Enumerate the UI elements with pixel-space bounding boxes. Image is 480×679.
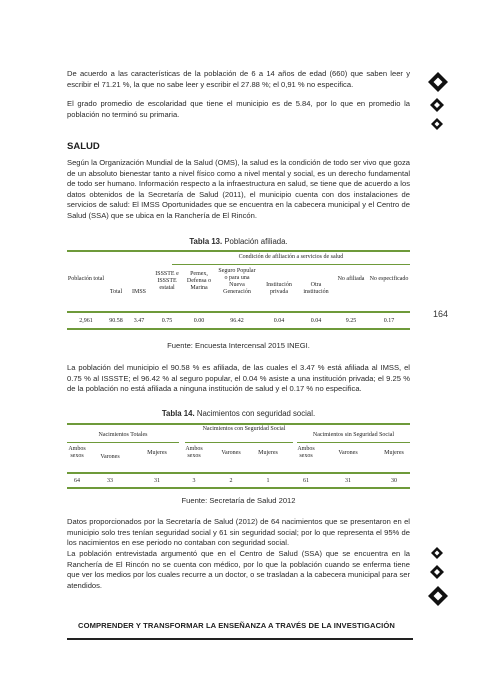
- footer-title: COMPRENDER Y TRANSFORMAR LA ENSEÑANZA A TRAVÉS DE LA INVESTIGACIÓN: [78, 621, 395, 630]
- table13-caption-text: Población afiliada.: [222, 237, 288, 246]
- table14-cell: 3: [192, 478, 196, 484]
- table13-cell: 90.58: [109, 318, 123, 324]
- table14-subheader: Mujeres: [147, 450, 167, 456]
- table14-cell: 31: [154, 478, 160, 484]
- table13: [67, 250, 410, 332]
- diamond-ornament-icon: [429, 97, 445, 113]
- table13-header-privada: Institución privada: [266, 282, 292, 295]
- diamond-ornament-icon: [429, 564, 445, 580]
- diamond-ornament-icon: [427, 585, 449, 607]
- table14-caption-label: Tabla 14.: [161, 409, 195, 418]
- table13-cell: 96.42: [230, 318, 244, 324]
- table14-subheader: Ambos sexos: [297, 446, 315, 459]
- table14-subheader: Mujeres: [384, 450, 404, 456]
- table14-subheader: Varones: [338, 450, 358, 456]
- afiliacion-paragraph: La población del municipio el 90.58 % es afiliada, de las cuales el 3.47 % está afiliada al IMSS, el 0.75 % al ISSSTE; el 96.42 % al seguro popular, el 0.04 % asiste a una institución privada; el 9.25 % de la población no está afiliada a ninguna institución de salud y el 0.17 % no especifica.: [67, 363, 410, 394]
- table13-header-otra: Otra institución: [303, 282, 329, 295]
- table13-cell: 2,961: [79, 318, 93, 324]
- table13-caption: [67, 237, 410, 246]
- diamond-ornament-icon: [430, 117, 444, 131]
- table14-subheader: Ambos sexos: [68, 446, 86, 459]
- table13-header-imss: IMSS: [131, 289, 146, 295]
- table13-source: Fuente: Encuesta Intercensal 2015 INEGI.: [167, 341, 310, 350]
- table14-group-sin: Nacimientos sin Seguridad Social: [312, 432, 395, 438]
- diamond-ornament-icon: [430, 546, 444, 560]
- table13-header-total: Total: [109, 289, 123, 295]
- diamond-ornament-icon: [427, 71, 449, 93]
- intro-paragraph-1: De acuerdo a las características de la población de 6 a 14 años de edad (660) que saben leer y escribir el 71.21 %, la que no sabe leer y escribir el 27.88 %; el 0,91 % no especifica.: [67, 69, 410, 89]
- table13-header-pemex: Pemex, Defensa o Marina: [186, 271, 212, 291]
- table13-header-seguro-popular: Seguro Popular o para una Nueva Generación: [218, 268, 256, 295]
- table14-source: Fuente: Secretaría de Salud 2012: [181, 496, 296, 505]
- salud-paragraph: Según la Organización Mundial de la Salud (OMS), la salud es la condición de todo ser vivo que goza de un absoluto bienestar tanto a nivel físico como a nivel mental y social, es un derecho fundamental de todo ser humano. Información respecto a la infraestructura en salud, se tiene que de acuerdo a los datos obtenidos de la Secretaría de Salud (2011), el municipio cuenta con dos instalaciones de servicios de salud: El IMSS Oportunidades que se encuentra en la cabecera municipal y el Centro de Salud (SSA) que se ubica en la Ranchería de El Rincón.: [67, 158, 410, 220]
- table13-header-poblacion: Población total: [67, 276, 105, 282]
- table14-subheader: Varones: [100, 454, 120, 460]
- table13-cell: 0.04: [310, 318, 322, 324]
- table13-cell: 9.25: [345, 318, 357, 324]
- table14-cell: 33: [107, 478, 113, 484]
- table14-cell: 30: [391, 478, 397, 484]
- table14-subheader: Mujeres: [258, 450, 278, 456]
- table13-header-issste: ISSSTE e ISSSTE estatal: [155, 271, 179, 291]
- table13-header-no-afiliada: No afiliada: [337, 276, 365, 282]
- table14-cell: 64: [74, 478, 80, 484]
- footer-rule: [67, 638, 413, 640]
- table13-header-no-especificado: No especificado: [369, 276, 409, 282]
- table14-subheader: Varones: [221, 450, 241, 456]
- table14-cell: 2: [229, 478, 233, 484]
- table14-cell: 61: [303, 478, 309, 484]
- table14: [67, 423, 410, 489]
- table13-cell: 0.04: [273, 318, 285, 324]
- table14-cell: 31: [345, 478, 351, 484]
- table14-subheader: Ambos sexos: [185, 446, 203, 459]
- centro-salud-paragraph: La población entrevistada argumentó que en el Centro de Salud (SSA) que se encuentra en la Ranchería de El Rincón no se cuenta con médico, por lo que la población cuando se enferma tiene que ver los medios por los cuales recurre a un doctor, o se trasladan a la cabecera municipal para ser atendidos.: [67, 549, 410, 590]
- table13-group-header: Condición de afiliación a servicios de salud: [238, 254, 344, 260]
- table14-group-totales: Nacimientos Totales: [98, 432, 148, 438]
- table14-cell: 1: [266, 478, 270, 484]
- table13-cell: 0.00: [193, 318, 205, 324]
- nacimientos-paragraph: Datos proporcionados por la Secretaría de Salud (2012) de 64 nacimientos que se presentaron en el municipio solo tres tenían seguridad social y 61 sin seguridad social; por lo que representa el 95% de los nacimientos en ese periodo no contaban con seguridad social.: [67, 517, 410, 548]
- table13-cell: 0.17: [383, 318, 395, 324]
- table13-caption-label: Tabla 13.: [189, 237, 223, 246]
- table14-group-con: Nacimientos con Seguridad Social: [202, 426, 286, 432]
- table13-cell: 3.47: [133, 318, 145, 324]
- table14-caption-text: Nacimientos con seguridad social.: [194, 409, 316, 418]
- salud-heading: SALUD: [67, 141, 100, 152]
- table14-caption: [67, 409, 410, 418]
- table13-cell: 0.75: [161, 318, 173, 324]
- page-number: 164: [433, 309, 449, 319]
- intro-paragraph-2: El grado promedio de escolaridad que tiene el municipio es de 5.84, por lo que en promedio la población no terminó su primaria.: [67, 99, 410, 119]
